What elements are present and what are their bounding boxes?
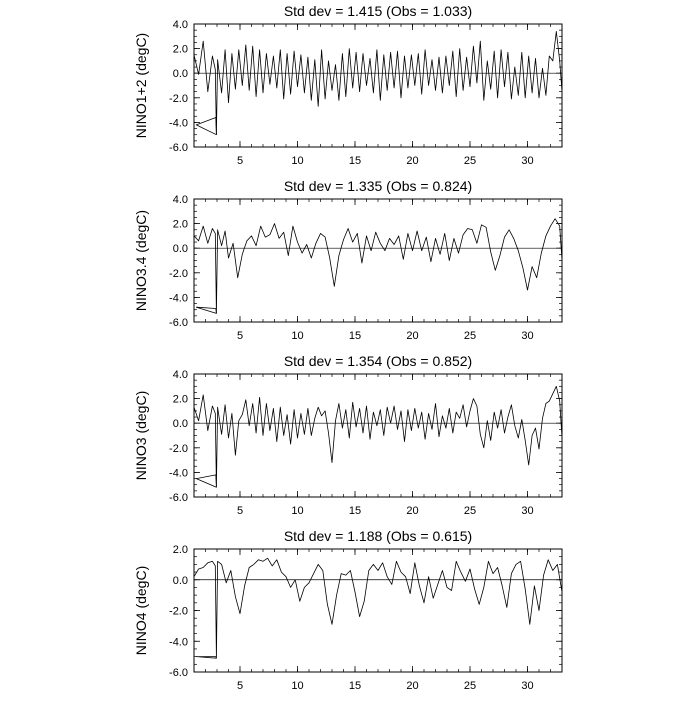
chart-panel-3 xyxy=(133,353,562,517)
y-tick-label: -2.0 xyxy=(169,92,188,105)
startup-spike-line xyxy=(196,475,216,487)
plot-frame xyxy=(194,199,562,322)
timeseries-line xyxy=(194,31,562,134)
chart-panel-4 xyxy=(133,528,562,692)
x-tick-label: 20 xyxy=(406,505,419,517)
x-tick-label: 25 xyxy=(463,680,477,692)
x-tick-label: 20 xyxy=(406,680,419,692)
y-tick-label: 0.0 xyxy=(172,574,188,587)
y-tick-label: -4.0 xyxy=(169,117,188,130)
y-tick-label: -4.0 xyxy=(169,292,188,305)
x-tick-label: 20 xyxy=(406,330,419,342)
x-tick-label: 10 xyxy=(291,680,304,692)
startup-spike-line xyxy=(196,657,216,659)
x-tick-label: 15 xyxy=(348,505,362,517)
y-axis-label: NINO3 (degC) xyxy=(133,390,149,481)
x-tick-label: 15 xyxy=(348,680,362,692)
x-tick-label: 30 xyxy=(521,505,534,517)
y-tick-label: 0.0 xyxy=(172,243,188,256)
x-tick-label: 5 xyxy=(236,505,244,517)
y-tick-label: -2.0 xyxy=(169,605,188,618)
y-axis-label: NINO1+2 (degC) xyxy=(133,32,149,139)
y-tick-label: 0.0 xyxy=(172,68,188,81)
y-tick-label: -6.0 xyxy=(169,667,188,679)
chart-title: Std dev = 1.335 (Obs = 0.824) xyxy=(283,178,473,194)
y-tick-label: -6.0 xyxy=(169,317,188,329)
startup-spike-line xyxy=(196,307,216,313)
y-tick-label: -4.0 xyxy=(169,636,188,649)
y-tick-label: 4.0 xyxy=(172,369,188,381)
x-tick-label: 20 xyxy=(406,155,419,167)
y-tick-label: 4.0 xyxy=(172,194,188,206)
y-tick-label: 4.0 xyxy=(172,19,188,31)
y-tick-label: -4.0 xyxy=(169,467,188,480)
x-tick-label: 15 xyxy=(348,330,362,342)
y-tick-label: -6.0 xyxy=(169,142,188,154)
y-axis-label: NINO4 (degC) xyxy=(133,565,149,656)
y-tick-label: -2.0 xyxy=(169,442,188,455)
x-tick-label: 25 xyxy=(463,155,477,167)
plot-frame xyxy=(194,374,562,497)
y-tick-label: 0.0 xyxy=(172,418,188,431)
timeseries-line xyxy=(194,386,562,487)
y-tick-label: -2.0 xyxy=(169,267,188,280)
startup-spike-line xyxy=(196,118,216,135)
y-tick-label: 2.0 xyxy=(172,544,188,556)
x-tick-label: 5 xyxy=(236,155,244,167)
x-tick-label: 30 xyxy=(521,155,534,167)
y-tick-label: 2.0 xyxy=(172,218,188,231)
chart-title: Std dev = 1.415 (Obs = 1.033) xyxy=(283,3,473,19)
x-tick-label: 15 xyxy=(348,155,362,167)
timeseries-line xyxy=(194,558,562,658)
y-tick-label: -6.0 xyxy=(169,492,188,504)
x-tick-label: 5 xyxy=(236,330,244,342)
chart-title: Std dev = 1.354 (Obs = 0.852) xyxy=(283,353,473,369)
x-tick-label: 10 xyxy=(291,330,304,342)
timeseries-line xyxy=(194,219,562,314)
x-tick-label: 30 xyxy=(521,680,534,692)
x-tick-label: 30 xyxy=(521,330,534,342)
x-tick-label: 25 xyxy=(463,330,477,342)
x-tick-label: 10 xyxy=(291,155,304,167)
y-tick-label: 2.0 xyxy=(172,43,188,56)
y-axis-label: NINO3.4 (degC) xyxy=(133,209,149,312)
x-tick-label: 10 xyxy=(291,505,304,517)
x-tick-label: 25 xyxy=(463,505,477,517)
x-tick-label: 5 xyxy=(236,680,244,692)
chart-title: Std dev = 1.188 (Obs = 0.615) xyxy=(283,528,473,544)
y-tick-label: 2.0 xyxy=(172,393,188,406)
chart-panel-1 xyxy=(133,3,562,167)
chart-panel-2 xyxy=(133,178,562,342)
